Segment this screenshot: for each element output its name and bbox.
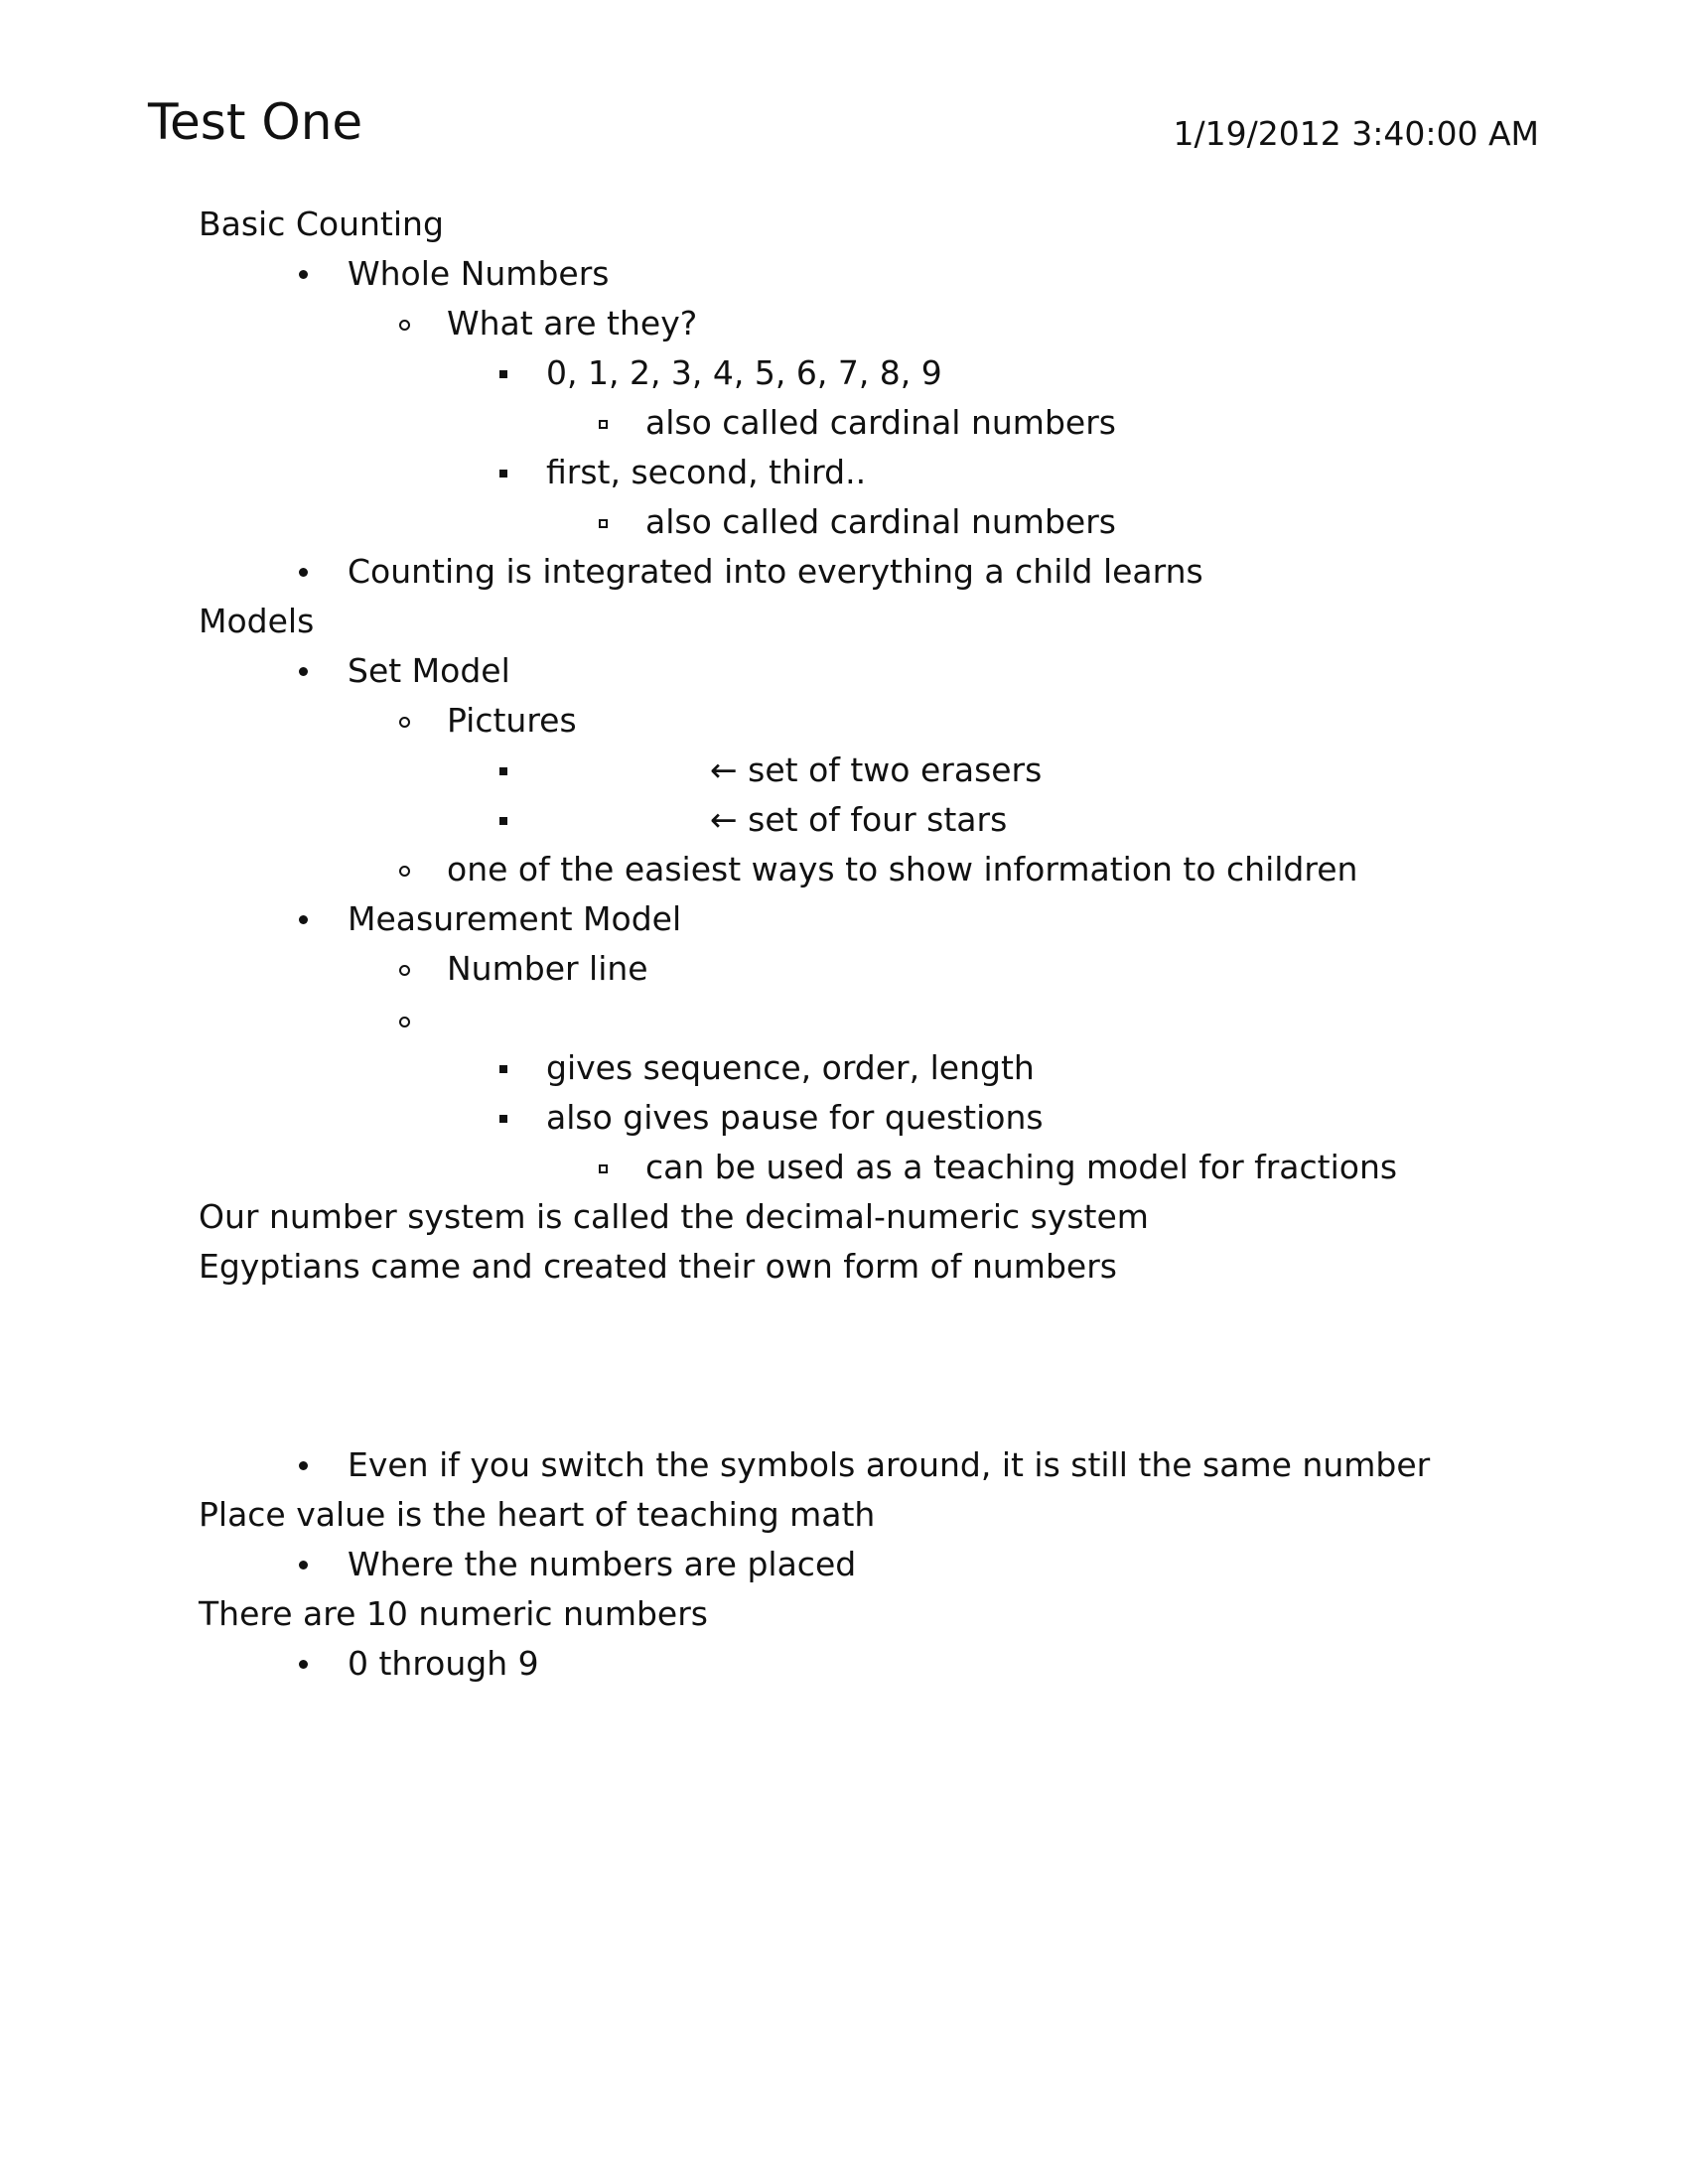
bullet-disc-icon <box>299 568 308 577</box>
paragraph-decimal-system: Our number system is called the decimal-numeric system <box>199 1197 1149 1236</box>
document-datetime: 1/19/2012 3:40:00 AM <box>1173 114 1539 153</box>
list-item-where-placed: Where the numbers are placed <box>348 1545 857 1583</box>
list-item-what-are-they: What are they? <box>447 304 698 342</box>
list-item-cardinal-2: also called cardinal numbers <box>645 502 1116 541</box>
bullet-disc-icon <box>299 667 308 676</box>
list-item-easiest-ways: one of the easiest ways to show information to children <box>447 850 1358 888</box>
list-item-ordinals: first, second, third.. <box>546 453 867 491</box>
list-item-cardinal-1: also called cardinal numbers <box>645 403 1116 442</box>
list-item-fractions: can be used as a teaching model for fractions <box>645 1148 1398 1186</box>
list-item-whole-numbers: Whole Numbers <box>348 254 610 293</box>
bullet-square-icon <box>499 767 507 775</box>
bullet-circle-icon <box>399 717 410 728</box>
bullet-square-icon <box>499 1115 507 1123</box>
list-item-pause: also gives pause for questions <box>546 1098 1044 1137</box>
bullet-disc-icon <box>299 915 308 924</box>
bullet-disc-icon <box>299 1561 308 1570</box>
bullet-circle-icon <box>399 965 410 976</box>
bullet-circle-icon <box>399 866 410 877</box>
list-item-counting-integrated: Counting is integrated into everything a child learns <box>348 552 1203 591</box>
bullet-hollow-square-icon <box>599 420 608 429</box>
list-item-sequence: gives sequence, order, length <box>546 1048 1035 1087</box>
list-item-zero-nine: 0 through 9 <box>348 1644 539 1683</box>
list-item-measurement-model: Measurement Model <box>348 899 682 938</box>
list-item-stars: ← set of four stars <box>710 800 1008 839</box>
bullet-circle-icon <box>399 320 410 331</box>
list-item-number-line: Number line <box>447 949 648 988</box>
bullet-disc-icon <box>299 1461 308 1470</box>
list-item-erasers: ← set of two erasers <box>710 751 1043 789</box>
bullet-square-icon <box>499 370 507 378</box>
bullet-square-icon <box>499 470 507 478</box>
paragraph-place-value: Place value is the heart of teaching math <box>199 1495 876 1534</box>
bullet-square-icon <box>499 1065 507 1073</box>
bullet-hollow-square-icon <box>599 1164 608 1173</box>
heading-models: Models <box>199 602 315 640</box>
bullet-circle-icon <box>399 1017 410 1027</box>
heading-basic-counting: Basic Counting <box>199 205 444 243</box>
paragraph-egyptians: Egyptians came and created their own form of numbers <box>199 1247 1117 1286</box>
list-item-switch-symbols: Even if you switch the symbols around, it is still the same number <box>348 1445 1431 1484</box>
list-item-digits: 0, 1, 2, 3, 4, 5, 6, 7, 8, 9 <box>546 353 942 392</box>
bullet-hollow-square-icon <box>599 519 608 528</box>
list-item-set-model: Set Model <box>348 651 510 690</box>
paragraph-ten-numbers: There are 10 numeric numbers <box>199 1594 708 1633</box>
bullet-disc-icon <box>299 1660 308 1669</box>
bullet-square-icon <box>499 817 507 825</box>
bullet-disc-icon <box>299 270 308 279</box>
document-title: Test One <box>148 93 363 151</box>
list-item-pictures: Pictures <box>447 701 577 740</box>
